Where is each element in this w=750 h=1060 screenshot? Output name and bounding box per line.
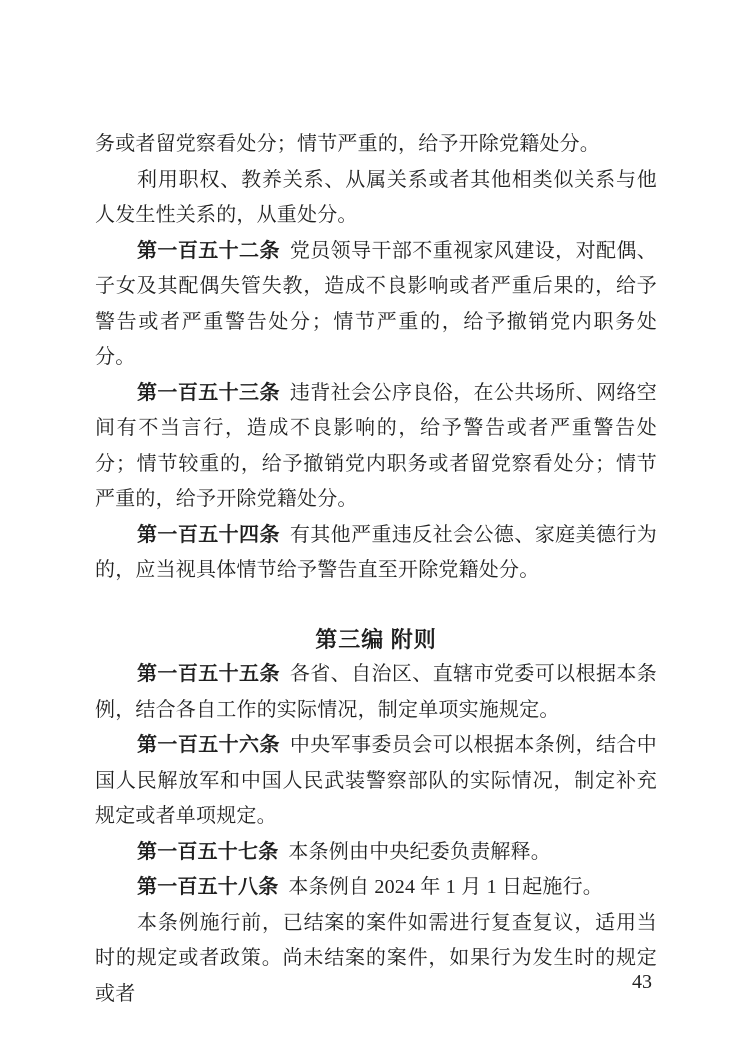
paragraph-text: 本条例施行前，已结案的案件如需进行复查复议，适用当时的规定或者政策。尚未结案的案件，如果行为发生时的规定或者 [95,911,657,1005]
paragraph-text: 本条例由中央纪委负责解释。 [288,840,552,863]
paragraph-text: 务或者留党察看处分；情节严重的，给予开除党籍处分。 [95,133,600,155]
article-number: 第一百五十五条 [137,663,280,685]
article-paragraph [95,518,657,589]
article-number: 第一百五十八条 [137,876,279,898]
paragraph [95,127,657,163]
paragraph-text: 本条例自 2024 年 1 月 1 日起施行。 [288,876,604,898]
article-number: 第一百五十二条 [137,239,280,262]
page-number: 43 [632,971,652,993]
article-paragraph [95,728,657,835]
paragraph-text: 违背社会公序良俗，在公共场所、网络空间有不当言行，造成不良影响的，给予警告或者严重警告处分；情节较重的，给予撤销党内职务或者留党察看处分；情节严重的，给予开除党籍处分。 [95,381,657,510]
article-paragraph [95,234,657,376]
paragraph-text: 利用职权、教养关系、从属关系或者其他相类似关系与他人发生性关系的，从重处分。 [95,168,657,226]
paragraph [95,163,657,234]
article-paragraph [95,657,657,728]
article-paragraph [95,870,657,906]
paragraph [95,906,657,1013]
article-number: 第一百五十六条 [137,734,280,756]
article-paragraph [95,835,657,871]
section-heading: 第三编 附则 [315,626,437,652]
article-number: 第一百五十三条 [137,381,280,404]
article-number: 第一百五十四条 [137,523,280,546]
paragraph-text: 各省、自治区、直辖市党委可以根据本条例，结合各自工作的实际情况，制定单项实施规定。 [95,663,657,721]
paragraph-text: 有其他严重违反社会公德、家庭美德行为的，应当视具体情节给予警告直至开除党籍处分。 [95,523,657,581]
paragraph-text: 党员领导干部不重视家风建设，对配偶、子女及其配偶失管失教，造成不良影响或者严重后果的，给予警告或者严重警告处分；情节严重的，给予撤销党内职务处分。 [95,239,657,368]
paragraph-text: 中央军事委员会可以根据本条例，结合中国人民解放军和中国人民武装警察部队的实际情况，制定补充规定或者单项规定。 [95,734,657,827]
article-paragraph [95,376,657,518]
document-body [95,127,657,1012]
article-number: 第一百五十七条 [137,840,279,863]
